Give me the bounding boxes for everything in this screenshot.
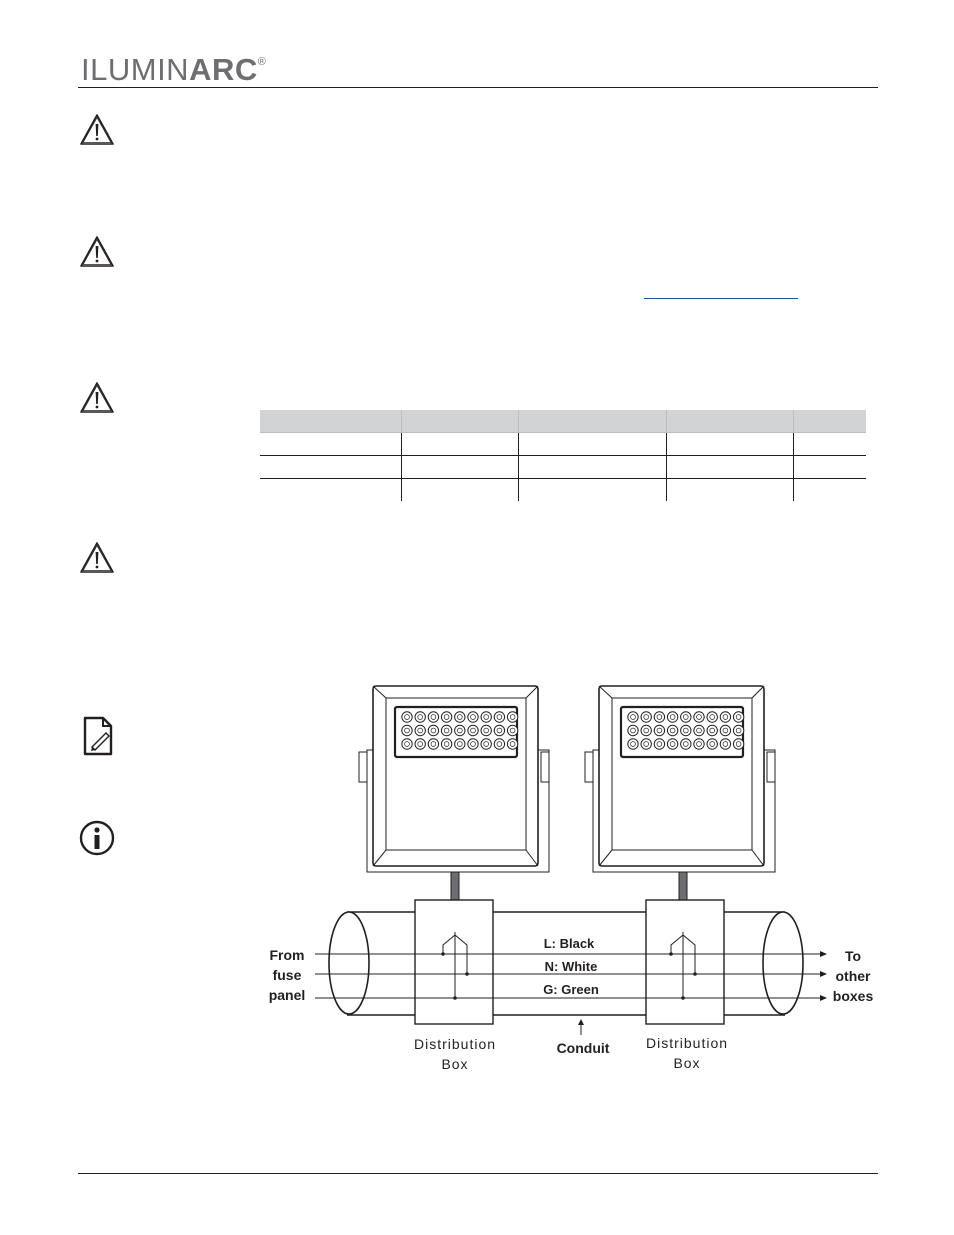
led-lens	[641, 725, 651, 735]
led-lens	[628, 739, 638, 749]
led-grid	[402, 712, 518, 749]
led-lens	[667, 712, 677, 722]
led-lens	[415, 739, 425, 749]
warning-icon	[79, 234, 115, 270]
wire-label-ground: G: Green	[543, 982, 599, 997]
from-label-line2: fuse	[272, 967, 302, 983]
led-lens	[402, 725, 412, 735]
led-lens	[733, 725, 743, 735]
wiring-diagram	[255, 680, 880, 1080]
led-lens	[468, 739, 478, 749]
led-lens	[468, 712, 478, 722]
wire-label-neutral: N: White	[544, 959, 598, 974]
brand-logo-mark: ®	[257, 56, 267, 68]
led-lens	[681, 712, 691, 722]
led-lens	[681, 739, 691, 749]
warning-icon	[79, 112, 115, 148]
led-lens	[654, 739, 664, 749]
led-lens	[694, 725, 704, 735]
led-lens	[481, 712, 491, 722]
led-lens	[707, 739, 717, 749]
led-lens	[694, 712, 704, 722]
led-lens	[415, 712, 425, 722]
led-lens	[654, 712, 664, 722]
led-lens	[733, 712, 743, 722]
from-label-line3: panel	[268, 987, 306, 1003]
distribution-box-left-label-line1: Distribution	[413, 1036, 497, 1052]
led-lens	[681, 725, 691, 735]
led-lens	[402, 712, 412, 722]
led-lens	[494, 725, 504, 735]
to-label-line3: boxes	[832, 988, 874, 1004]
led-lens	[667, 739, 677, 749]
led-lens	[628, 725, 638, 735]
hyperlink-underline[interactable]	[644, 298, 798, 299]
to-label-line2: other	[835, 968, 871, 984]
distribution-box-right	[646, 900, 724, 1024]
brand-logo	[81, 52, 266, 88]
table-row	[260, 456, 866, 479]
spec-table	[260, 410, 866, 501]
led-lens	[507, 739, 517, 749]
note-icon	[82, 716, 114, 756]
led-lens	[455, 712, 465, 722]
led-lens	[641, 739, 651, 749]
warning-icon	[79, 380, 115, 416]
led-lens	[441, 712, 451, 722]
led-lens	[707, 712, 717, 722]
led-lens	[507, 712, 517, 722]
distribution-box-left-label-line2: Box	[441, 1056, 469, 1072]
distribution-box-right-label-line2: Box	[673, 1055, 701, 1071]
led-lens	[733, 739, 743, 749]
conduit-label: Conduit	[556, 1040, 610, 1056]
distribution-box-left	[415, 900, 493, 1024]
fixture-left	[359, 686, 549, 932]
led-lens	[507, 725, 517, 735]
table-header-row	[260, 410, 866, 433]
led-lens	[455, 739, 465, 749]
led-lens	[481, 725, 491, 735]
brand-logo-light: ILUMIN	[81, 52, 190, 87]
brand-logo-bold: ARC	[189, 52, 258, 87]
led-lens	[707, 725, 717, 735]
led-lens	[428, 712, 438, 722]
from-label-line1: From	[269, 947, 305, 963]
led-lens	[628, 712, 638, 722]
header-rule	[78, 87, 878, 88]
led-lens	[455, 725, 465, 735]
led-lens	[481, 739, 491, 749]
distribution-box-right-label-line1: Distribution	[645, 1035, 729, 1051]
led-lens	[494, 712, 504, 722]
led-lens	[428, 725, 438, 735]
led-grid	[628, 712, 744, 749]
fixture-right	[585, 686, 775, 932]
led-lens	[720, 739, 730, 749]
led-lens	[468, 725, 478, 735]
wire-label-line: L: Black	[543, 936, 595, 951]
led-lens	[720, 712, 730, 722]
led-lens	[428, 739, 438, 749]
to-label-line1: To	[844, 948, 862, 964]
led-lens	[720, 725, 730, 735]
table-row	[260, 433, 866, 456]
led-lens	[415, 725, 425, 735]
led-lens	[694, 739, 704, 749]
led-lens	[441, 739, 451, 749]
led-lens	[654, 725, 664, 735]
led-lens	[494, 739, 504, 749]
led-lens	[667, 725, 677, 735]
led-lens	[402, 739, 412, 749]
footer-rule	[78, 1173, 878, 1174]
led-lens	[441, 725, 451, 735]
led-lens	[641, 712, 651, 722]
table-row	[260, 479, 866, 502]
info-icon	[79, 820, 115, 856]
warning-icon	[79, 540, 115, 576]
